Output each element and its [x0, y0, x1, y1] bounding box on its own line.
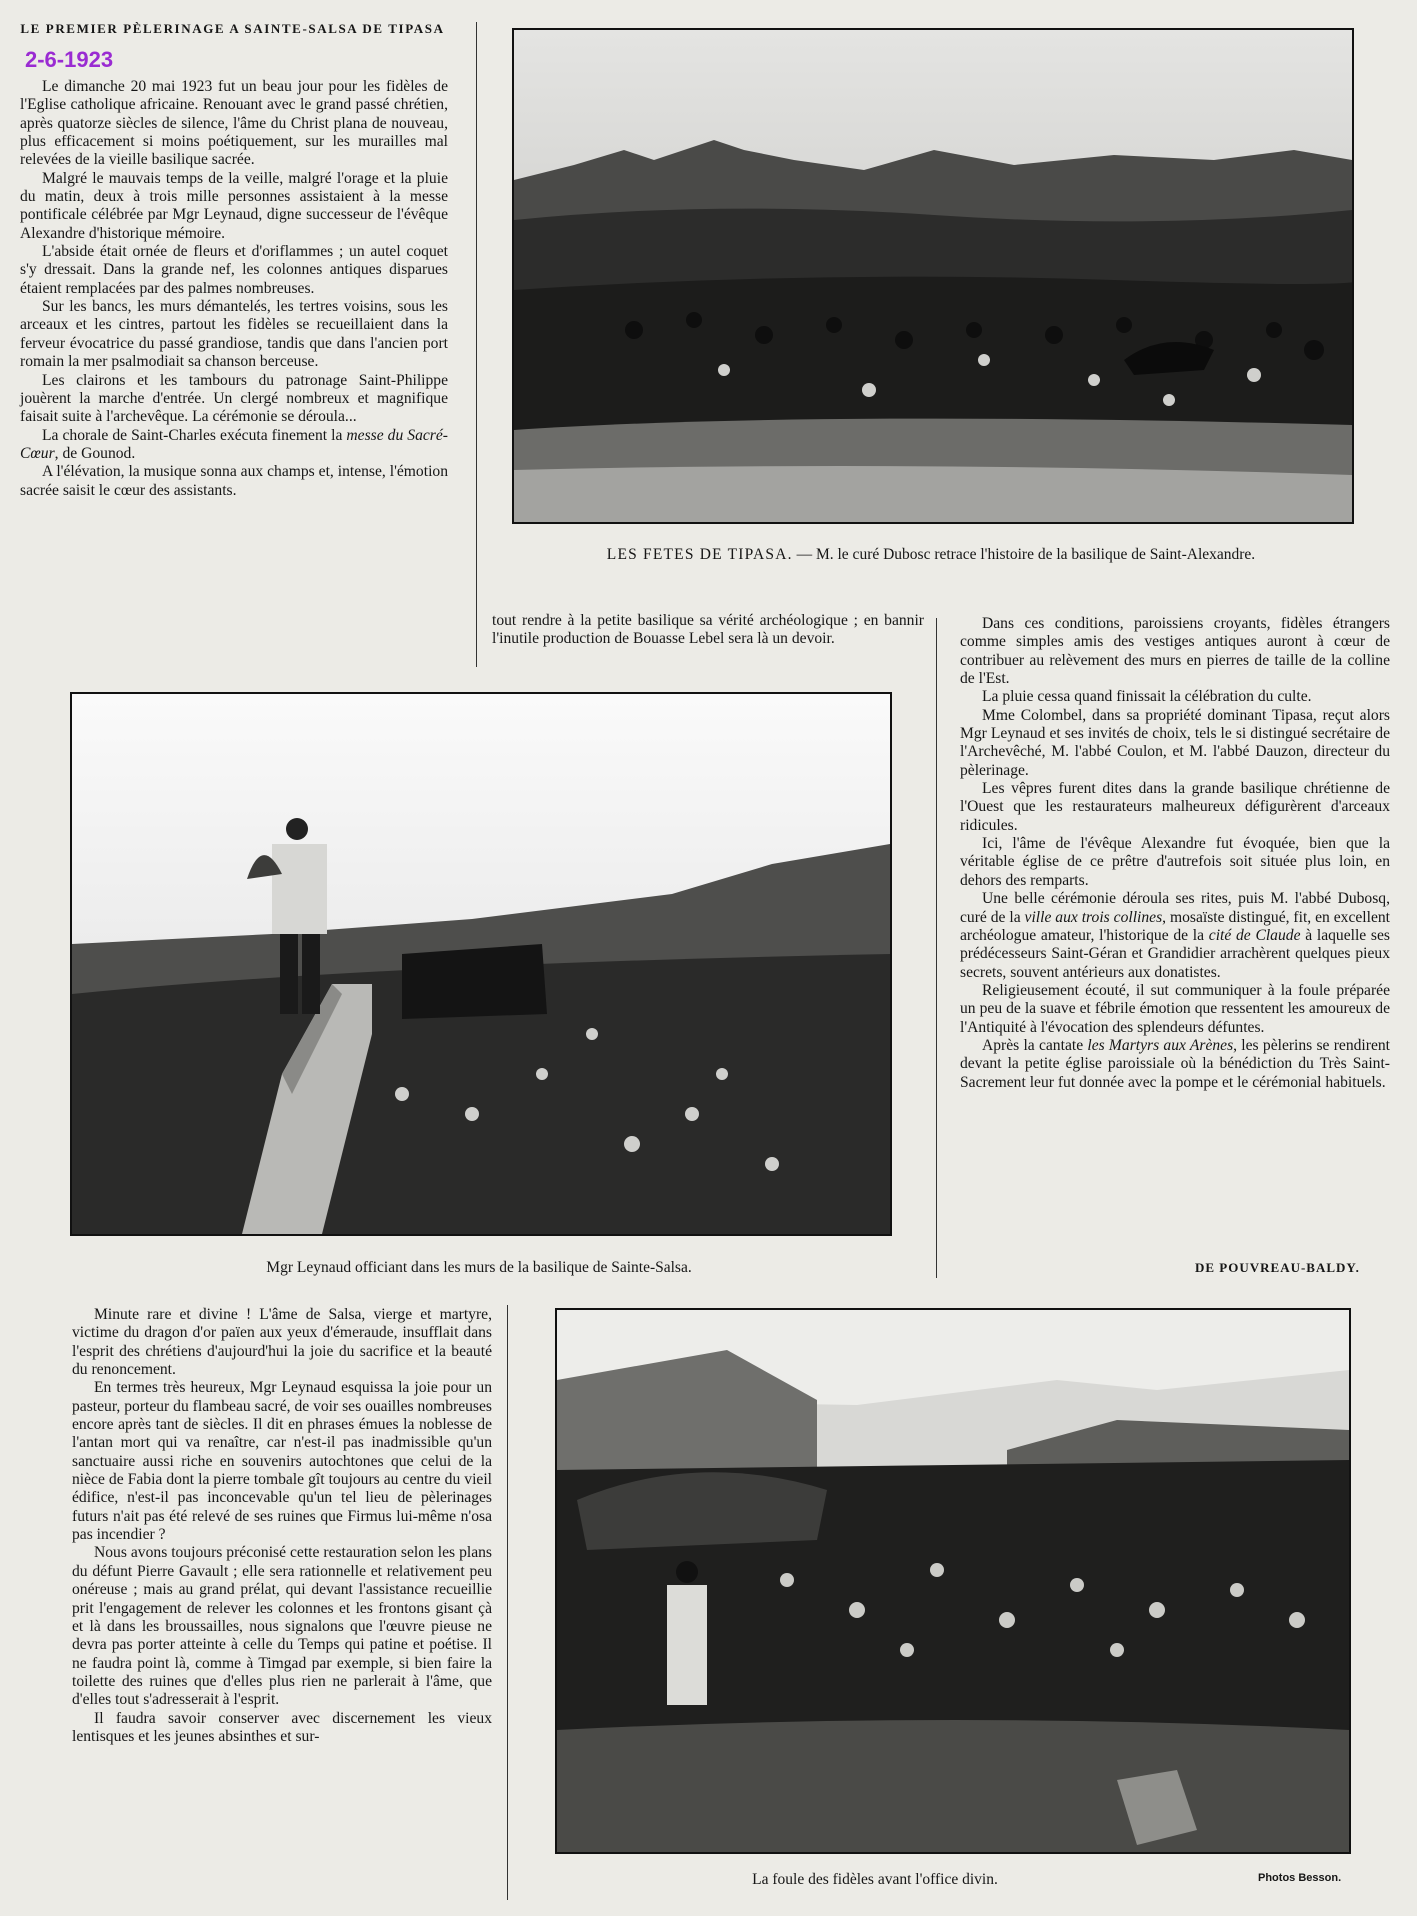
caption-text: — M. le curé Dubosc retrace l'histoire de la basilique de Saint-Alexandre. — [792, 546, 1256, 563]
photo-caption-top — [512, 545, 1350, 564]
column-left-top — [20, 78, 448, 500]
paragraph: Dans ces conditions, paroissiens croyants, fidèles étrangers comme simples amis des vestiges antiques auront à cœur de contribuer au relèvement des murs en pierres de taille de la colline de l'Est. — [960, 615, 1390, 688]
paragraph: A l'élévation, la musique sonna aux champs et, intense, l'émotion sacrée saisit le cœur des assistants. — [20, 463, 448, 499]
text-run: la — [331, 426, 347, 444]
date-stamp: 2-6-1923 — [25, 47, 114, 72]
paragraph: L'abside était ornée de fleurs et d'oriflammes ; un autel coquet s'y dressait. Dans la grande nef, les colonnes antiques disparues étaient remplacées par des palmes nombreuses. — [20, 243, 448, 297]
photo-crowd-before-office — [555, 1308, 1351, 1854]
paragraph: La pluie cessa quand finissait la célébration du culte. — [982, 688, 1312, 706]
photo-mgr-leynaud — [70, 692, 892, 1236]
text-run: pèlerins se rendirent devant la petite église paroissiale où la bénédiction du Très Saint-Sacrement leur fut donnée avec la pompe et le cérémonial habituels. — [960, 1036, 1390, 1091]
paragraph: En termes très heureux, Mgr Leynaud esquissa la joie pour un pasteur, porteur du flambeau sacré, de voir ses ouailles nombreuses encore après tant de siècles. Il dit en phrases émues la noblesse de l'antan mort qui va renaître, car n'est-il pas inadmissible qu'un sanctuaire aussi riche en souvenirs autochtones que celui de la nièce de Fabia dont la pierre tombale gît toujours au centre du vieil édifice, n'est-il pas inconcevable qu'un tel lieu de pèlerinages futurs n'ait pas été relevé de ses ruines que Firmus lui-même n'osa pas incendier ? — [72, 1379, 492, 1544]
column-left-bottom — [72, 1306, 492, 1746]
italic-phrase: cité de Claude — [1208, 926, 1301, 944]
paragraph: Les vêpres furent dites dans la grande basilique chrétienne de l'Ouest que les restaurateurs malheureux défigurèrent d'arceaux ridicules. — [960, 780, 1390, 834]
paragraph — [960, 1037, 1390, 1092]
column-right — [960, 615, 1390, 1092]
author-signature: DE POUVREAU-BALDY. — [1195, 1260, 1360, 1275]
text-run: Une belle cérémonie déroula ses rites, puis M. l'abbé Dubosq, curé de la — [960, 890, 1390, 926]
column-middle-top — [492, 612, 924, 649]
photo-caption-bottom: La foule des fidèles avant l'office divin. — [752, 1871, 998, 1888]
paragraph: Mme Colombel, dans sa propriété dominant Tipasa, reçut alors Mgr Leynaud et ses invités de choix, tels le si distingué secrétaire de l'Archevêché, M. l'abbé Coulon, et M. l'abbé Dauzon, directeur du pèlerinage. — [960, 706, 1390, 779]
text-run: , les — [1233, 1036, 1259, 1054]
paragraph: tout rendre à la petite basilique sa vérité archéologique ; en bannir l'inutile production de Bouasse Lebel sera là un devoir. — [492, 612, 924, 648]
paragraph: Ici, l'âme de l'évêque Alexandre fut évoquée, bien que la véritable église de ce prêtre d'autrefois soit située plus loin, en dehors des remparts. — [960, 835, 1390, 889]
text-run: à laquelle ses prédécesseurs Saint-Géran et Grandidier arrachèrent quelques pieux secrets, souvent antérieurs aux donatistes. — [960, 926, 1390, 981]
paragraph — [20, 427, 448, 464]
column-rule — [476, 22, 477, 667]
column-rule — [936, 618, 937, 1278]
paragraph: Les clairons et les tambours du patronage Saint-Philippe jouèrent la marche d'entrée. Un clergé nombreux et magnifique faisait suite à l'archevêque. La cérémonie se déroula... — [20, 371, 448, 426]
italic-phrase: les Martyrs aux Arènes — [1087, 1036, 1234, 1054]
article-title: LE PREMIER PÈLERINAGE A SAINTE-SALSA DE TIPASA — [20, 21, 445, 36]
paragraph: Minute rare et divine ! L'âme de Salsa, vierge et martyre, victime du dragon d'or païen aux yeux d'émeraude, insufflait dans l'esprit des chrétiens d'aujourd'hui la joie du sacrifice et la beauté du renoncement. — [72, 1306, 492, 1379]
paragraph: Religieusement écouté, il sut communiquer à la foule préparée un peu de la suave et fébrile émotion que ressentent les amoureux de l'Antiquité à l'évocation des splendeurs défuntes. — [960, 981, 1390, 1036]
photo-faithful-image — [557, 1310, 1349, 1852]
italic-title: messe du Sacré-Cœur — [20, 426, 448, 462]
caption-lead: LES FETES DE TIPASA. — [606, 546, 793, 563]
photo-caption-middle: Mgr Leynaud officiant dans les murs de la basilique de Sainte-Salsa. — [266, 1259, 692, 1276]
photo-ceremony-image — [72, 694, 890, 1234]
paragraph: Sur les bancs, les murs démantelés, les tertres voisins, sous les arceaux et les cintres, partout les fidèles se recueillaient dans la ferveur évocatrice du passé grandiose, tandis que dans l'ancien port romain la mer psalmodiait sa chanson berceuse. — [20, 298, 448, 371]
italic-phrase: ville aux trois collines — [1024, 908, 1163, 926]
paragraph — [960, 890, 1390, 982]
text-run: Après la cantate — [982, 1036, 1088, 1054]
paragraph: Nous avons toujours préconisé cette restauration selon les plans du défunt Pierre Gavault ; elle sera rationnelle et relativement peu onéreuse ; mais au grand prélat, qui devant l'assistance recueillie prit l'engagement de relever les colonnes et les frontons gisant çà et là dans les broussailles, nous signalons que l'œuvre pieuse ne devra pas porter atteinte à celle du Temps qui patine et poétise. Il ne faudra point là, comme à Timgad par exemple, si bien faire la toilette des ruines que d'elles plus rien ne parlerait à l'âme, que d'elles tout s'adresserait à l'esprit. — [72, 1544, 492, 1709]
photo-crowd-image — [514, 30, 1352, 522]
paragraph: Malgré le mauvais temps de la veille, malgré l'orage et la pluie du matin, deux à trois mille personnes assistaient à la messe pontificale célébrée par Mgr Leynaud, digne successeur de l'évêque Alexandre d'historique mémoire. — [20, 169, 448, 242]
column-rule — [507, 1305, 508, 1900]
photo-crowd-basilica — [512, 28, 1354, 524]
paragraph: Il faudra savoir conserver avec discernement les vieux lentisques et les jeunes absinthes et sur- — [72, 1709, 492, 1745]
paragraph: Le dimanche 20 mai 1923 fut un beau jour pour les fidèles de l'Eglise catholique africaine. Renouant avec le grand passé chrétien, après quatorze siècles de silence, l'âme du Christ plana de nouveau, plus efficacement si moins poétiquement, sur les murailles mal relevées de la vieille basilique sacrée. — [20, 78, 448, 169]
text-run: La chorale de Saint-Charles exécuta finement — [42, 426, 328, 444]
photo-credit: Photos Besson. — [1258, 1872, 1342, 1884]
text-run: , mosaïste distingué, fit, en excellent archéologue amateur, l'historique de la — [960, 908, 1390, 944]
text-run: , de Gounod. — [54, 444, 136, 462]
